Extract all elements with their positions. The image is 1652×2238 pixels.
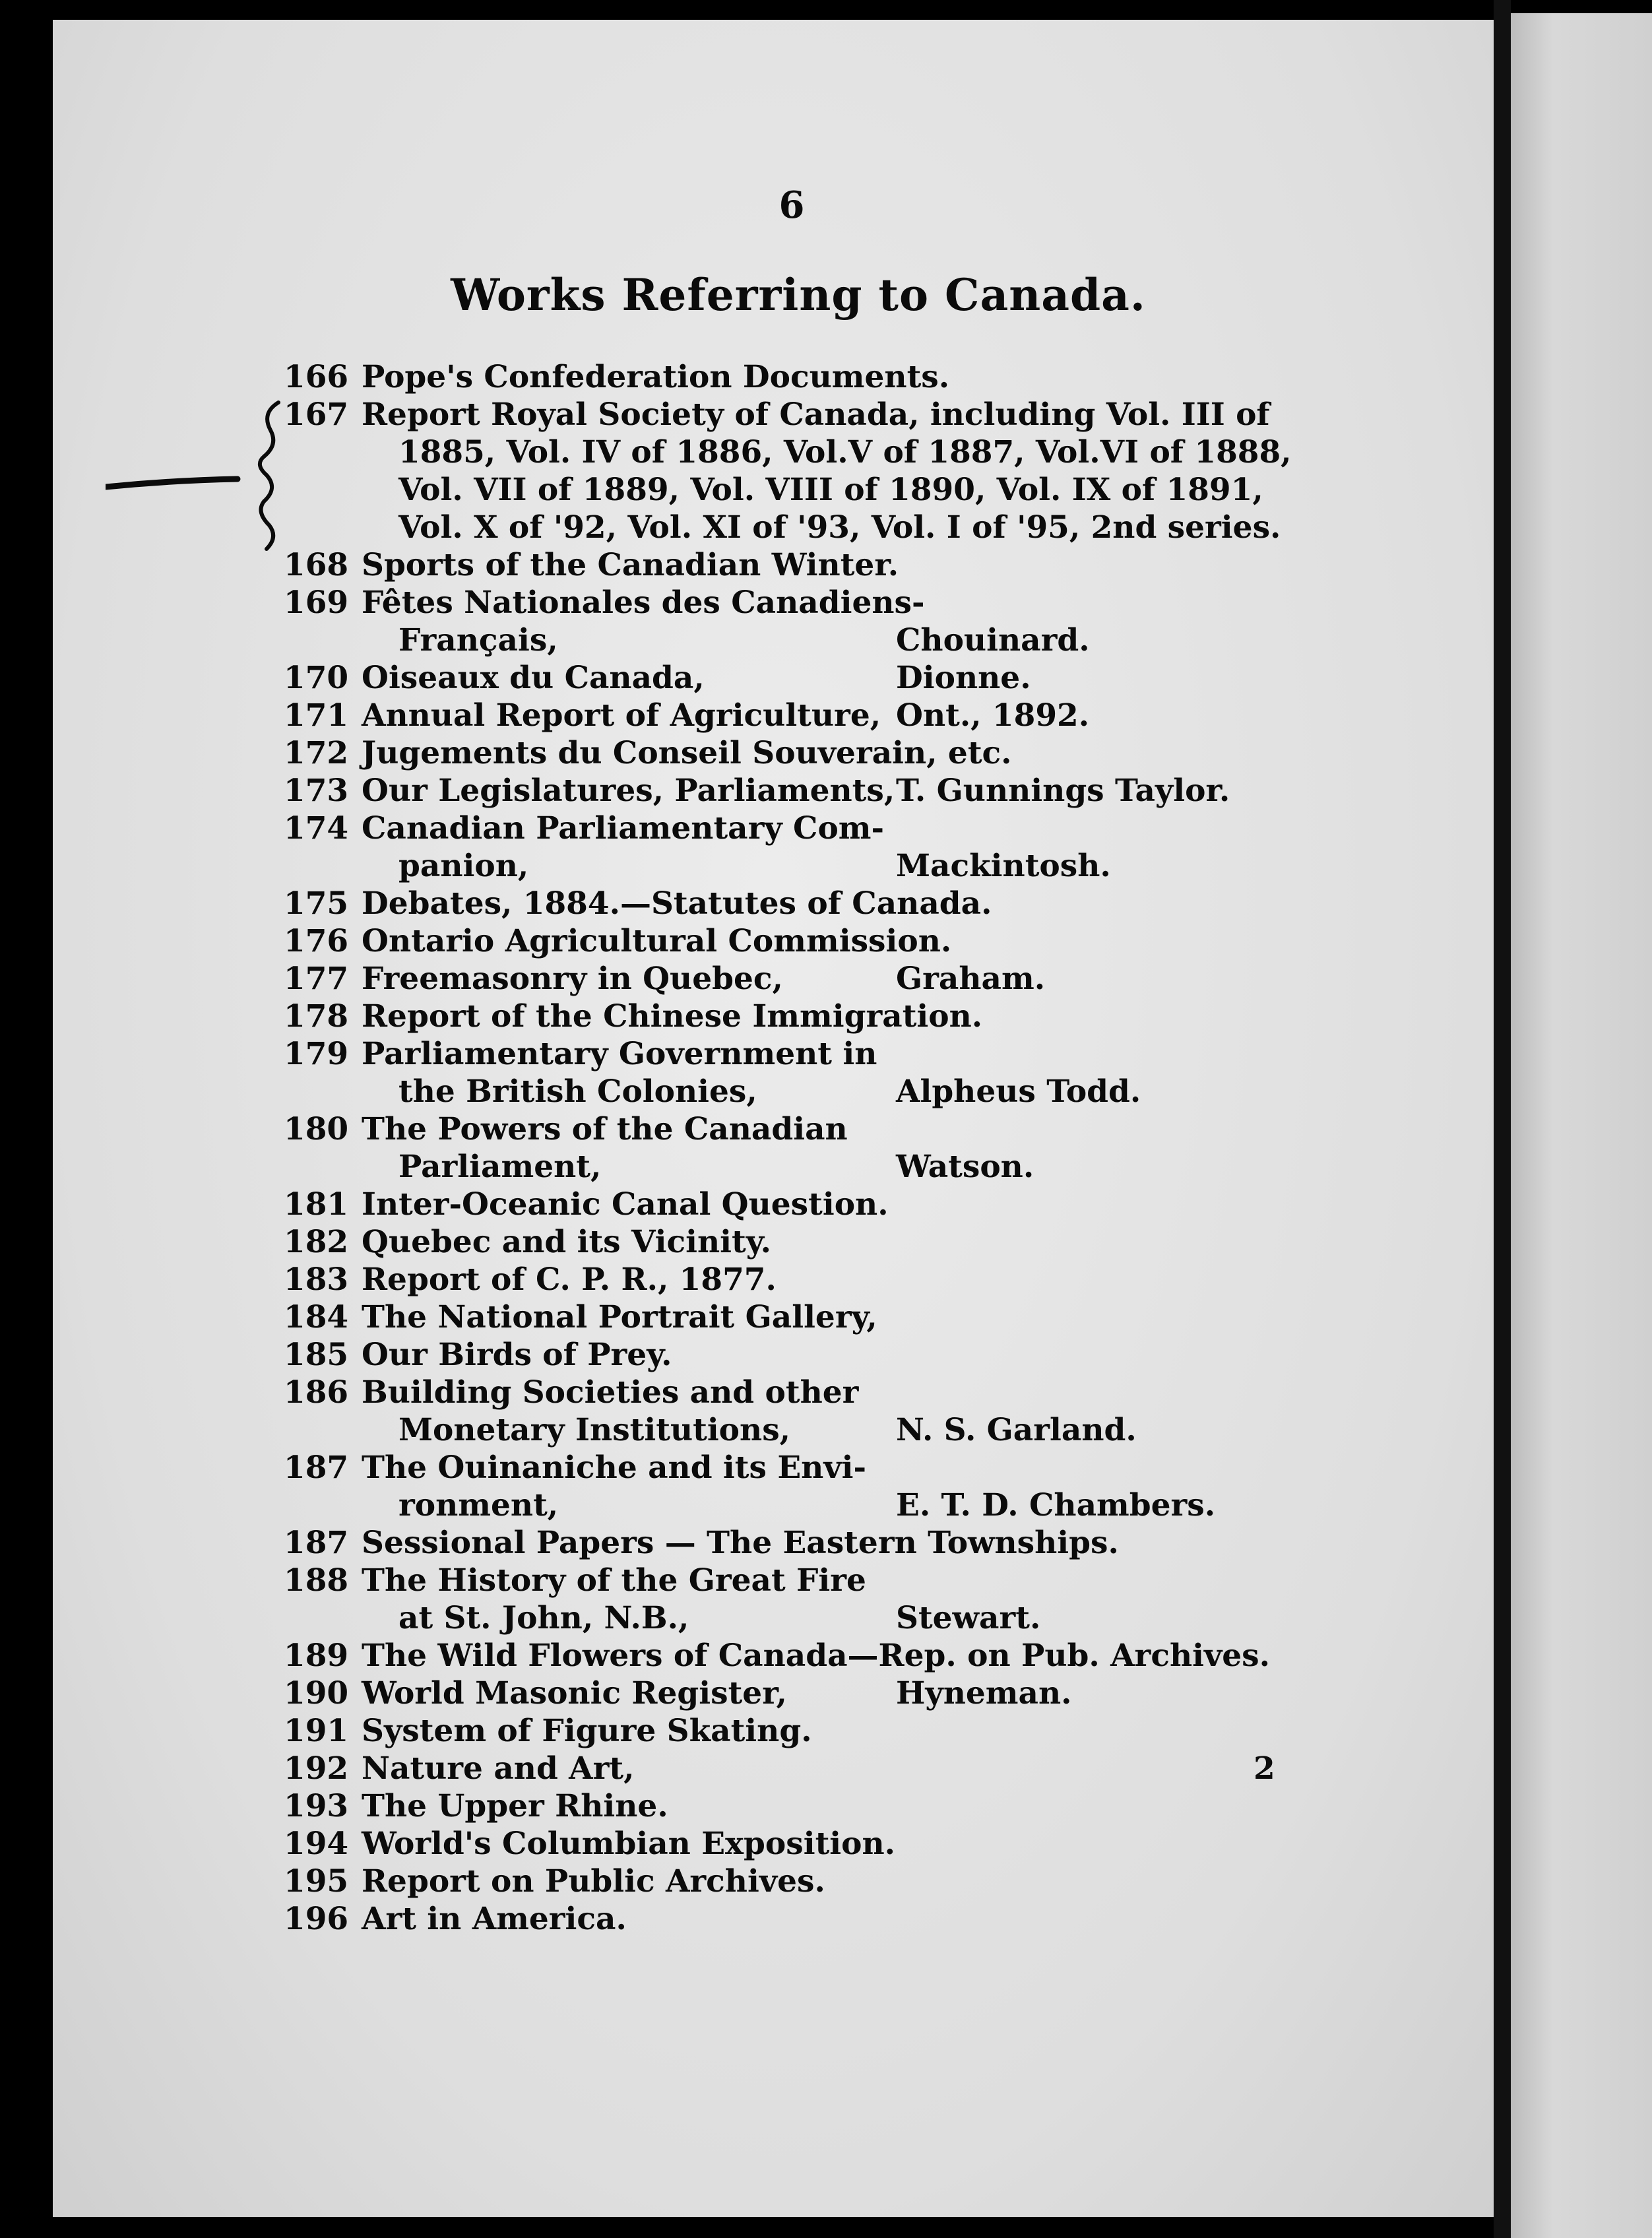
entry-line <box>0 1111 1451 1148</box>
entry-author: Alpheus Todd. <box>896 1073 1141 1110</box>
entry-line <box>0 472 1451 509</box>
entry-author: Stewart. <box>896 1600 1041 1636</box>
entry-line <box>0 773 1451 810</box>
entry-line <box>0 1638 1451 1675</box>
entry-line <box>0 585 1451 622</box>
entry-title: ronment, <box>398 1487 559 1523</box>
entry-title: Ontario Agricultural Commission. <box>362 923 952 959</box>
entry-line <box>0 810 1451 847</box>
entry-line <box>0 1412 1451 1449</box>
entry-number: 195 <box>284 1863 349 1900</box>
entry-number: 171 <box>284 697 349 734</box>
entry-line <box>0 1713 1451 1750</box>
entry-line <box>0 1750 1451 1787</box>
entry-title: Parliament, <box>398 1149 602 1185</box>
entry-title: Report Royal Society of Canada, including Vol. III of <box>362 397 1270 433</box>
entry-author: N. S. Garland. <box>896 1412 1137 1448</box>
entry-title: Sessional Papers — The Eastern Townships. <box>362 1525 1119 1561</box>
entry-line <box>0 1149 1451 1186</box>
entry-number: 192 <box>284 1750 349 1787</box>
entry-line <box>0 434 1451 471</box>
entry-title: Vol. VII of 1889, Vol. VIII of 1890, Vol. IX of 1891, <box>398 472 1263 508</box>
entry-line <box>0 509 1451 546</box>
entry-title: at St. John, N.B., <box>398 1600 689 1636</box>
entry-line <box>0 1299 1451 1336</box>
entry-title: The National Portrait Gallery, <box>362 1299 877 1335</box>
entry-title: Inter-Oceanic Canal Question. <box>362 1186 889 1223</box>
entry-title: 1885, Vol. IV of 1886, Vol.V of 1887, Vol.VI of 1888, <box>398 434 1292 470</box>
entry-author: Hyneman. <box>896 1675 1072 1711</box>
entry-title: Report of the Chinese Immigration. <box>362 998 983 1035</box>
entry-number: 166 <box>284 359 349 395</box>
entry-title: World's Columbian Exposition. <box>362 1826 896 1862</box>
entry-line <box>0 961 1451 998</box>
entry-extra: 2 <box>1254 1750 1275 1787</box>
entry-line <box>0 622 1451 659</box>
entry-title: Nature and Art, <box>362 1750 635 1787</box>
entry-title: Canadian Parliamentary Com- <box>362 810 885 847</box>
entry-title: Oiseaux du Canada, <box>362 660 705 696</box>
entry-number: 191 <box>284 1713 349 1749</box>
entry-line <box>0 735 1451 772</box>
entry-line <box>0 1450 1451 1487</box>
entry-author: Watson. <box>896 1149 1034 1185</box>
entry-author: E. T. D. Chambers. <box>896 1487 1216 1523</box>
entry-author: Chouinard. <box>896 622 1090 658</box>
entry-title: Debates, 1884.—Statutes of Canada. <box>362 885 992 922</box>
entry-line <box>0 1525 1451 1562</box>
entry-title: Annual Report of Agriculture, <box>362 697 881 734</box>
entry-number: 169 <box>284 585 349 621</box>
entry-number: 173 <box>284 773 349 809</box>
page-number: 6 <box>778 183 805 227</box>
entry-number: 194 <box>284 1826 349 1862</box>
entry-title: The Powers of the Canadian <box>362 1111 848 1147</box>
entry-number: 177 <box>284 961 349 997</box>
entry-number: 188 <box>284 1562 349 1599</box>
entry-line <box>0 1562 1451 1599</box>
entry-number: 174 <box>284 810 349 847</box>
entry-title: The Ouinaniche and its Envi- <box>362 1450 866 1486</box>
entry-title: Monetary Institutions, <box>398 1412 791 1448</box>
entry-number: 187 <box>284 1525 349 1561</box>
page-title: Works Referring to Canada. <box>451 269 1146 321</box>
entry-number: 189 <box>284 1638 349 1674</box>
entry-number: 176 <box>284 923 349 959</box>
entry-line <box>0 359 1451 396</box>
entry-title: Quebec and its Vicinity. <box>362 1224 771 1260</box>
entry-line <box>0 1036 1451 1073</box>
entry-line <box>0 923 1451 960</box>
entry-number: 178 <box>284 998 349 1035</box>
entry-line <box>0 1224 1451 1261</box>
entry-number: 182 <box>284 1224 349 1260</box>
entry-line <box>0 1901 1451 1938</box>
entry-title: Report of C. P. R., 1877. <box>362 1262 777 1298</box>
entry-author: T. Gunnings Taylor. <box>896 773 1230 809</box>
entry-line <box>0 1262 1451 1298</box>
entry-author: Ont., 1892. <box>896 697 1090 734</box>
entry-number: 180 <box>284 1111 349 1147</box>
entry-number: 183 <box>284 1262 349 1298</box>
entry-line <box>0 1863 1451 1900</box>
entry-line <box>0 848 1451 885</box>
entry-title: Freemasonry in Quebec, <box>362 961 783 997</box>
entry-title: World Masonic Register, <box>362 1675 787 1711</box>
entry-author: Mackintosh. <box>896 848 1111 884</box>
entry-number: 172 <box>284 735 349 771</box>
entry-line <box>0 1788 1451 1825</box>
entry-author: Graham. <box>896 961 1046 997</box>
entry-title: Pope's Confederation Documents. <box>362 359 950 395</box>
entry-line <box>0 1337 1451 1374</box>
entry-line <box>0 885 1451 922</box>
entry-number: 175 <box>284 885 349 922</box>
entry-number: 196 <box>284 1901 349 1937</box>
entry-number: 179 <box>284 1036 349 1072</box>
entry-title: Parliamentary Government in <box>362 1036 877 1072</box>
entry-title: The Wild Flowers of Canada—Rep. on Pub. Archives. <box>362 1638 1270 1674</box>
entry-number: 186 <box>284 1374 349 1411</box>
entry-number: 168 <box>284 547 349 583</box>
entry-title: Our Legislatures, Parliaments, <box>362 773 895 809</box>
entry-author: Dionne. <box>896 660 1031 696</box>
entry-title: Building Societies and other <box>362 1374 859 1411</box>
entry-title: Our Birds of Prey. <box>362 1337 672 1373</box>
entry-title: panion, <box>398 848 529 884</box>
entry-title: System of Figure Skating. <box>362 1713 812 1749</box>
entry-number: 184 <box>284 1299 349 1335</box>
entry-number: 185 <box>284 1337 349 1373</box>
entry-title: Français, <box>398 622 558 658</box>
entry-line <box>0 547 1451 584</box>
entry-title: Jugements du Conseil Souverain, etc. <box>362 735 1012 771</box>
entry-line <box>0 1073 1451 1110</box>
entry-line <box>0 660 1451 697</box>
entry-line <box>0 1826 1451 1863</box>
entry-line <box>0 1186 1451 1223</box>
entry-line <box>0 1487 1451 1524</box>
entry-number: 181 <box>284 1186 349 1223</box>
entry-title: Vol. X of '92, Vol. XI of '93, Vol. I of '95, 2nd series. <box>398 509 1281 546</box>
entry-title: the British Colonies, <box>398 1073 757 1110</box>
entry-line <box>0 1675 1451 1712</box>
entry-number: 167 <box>284 397 349 433</box>
entry-title: Fêtes Nationales des Canadiens- <box>362 585 925 621</box>
entry-line <box>0 1374 1451 1411</box>
entry-title: Art in America. <box>362 1901 627 1937</box>
entry-title: Report on Public Archives. <box>362 1863 825 1900</box>
entry-title: The Upper Rhine. <box>362 1788 668 1824</box>
entry-number: 170 <box>284 660 349 696</box>
entry-title: Sports of the Canadian Winter. <box>362 547 899 583</box>
entry-line <box>0 697 1451 734</box>
entry-title: The History of the Great Fire <box>362 1562 866 1599</box>
entry-line <box>0 1600 1451 1637</box>
entry-number: 187 <box>284 1450 349 1486</box>
entry-line <box>0 998 1451 1035</box>
entry-number: 193 <box>284 1788 349 1824</box>
entry-number: 190 <box>284 1675 349 1711</box>
entry-line <box>0 397 1451 433</box>
